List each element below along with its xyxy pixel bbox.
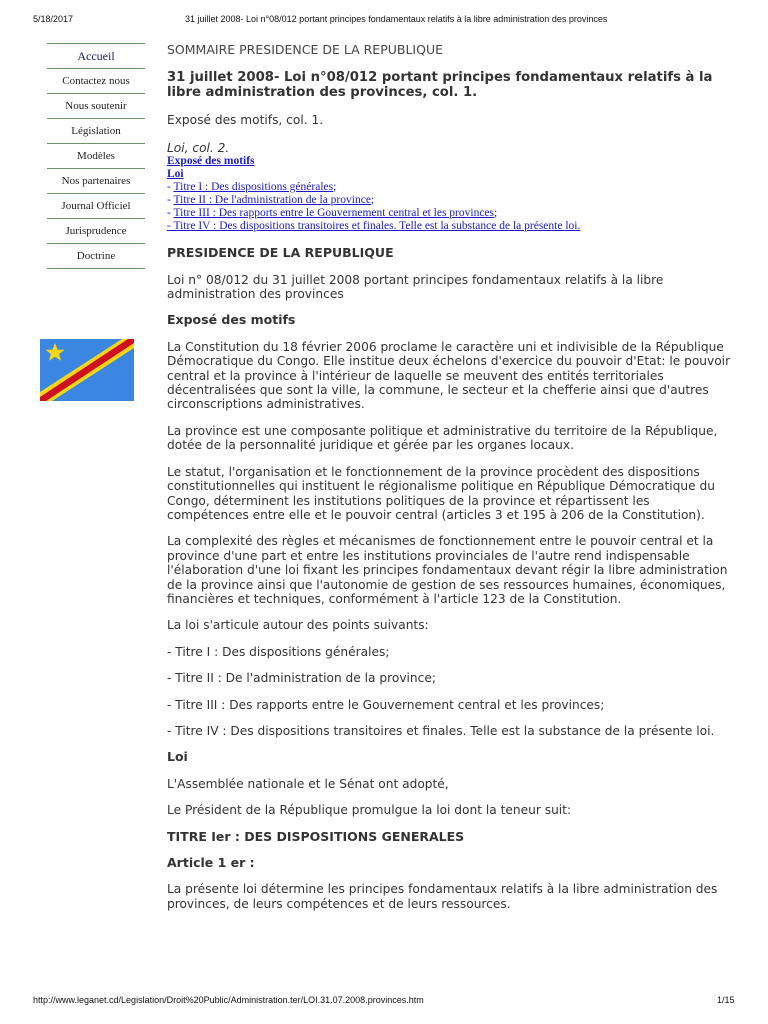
nav-item-contactez-nous[interactable]: Contactez nous [47,69,145,94]
loi-intro: Loi n° 08/012 du 31 juillet 2008 portant principes fondamentaux relatifs à la libre administration des provinces [167,272,664,302]
toc-link-loi[interactable]: Loi [167,168,184,181]
titre-1-heading: TITRE Ier : DES DISPOSITIONS GENERALES [167,828,465,844]
document-title: 31 juillet 2008- Loi n°08/012 portant principes fondamentaux relatifs à la libre administration des provinces, col. 1. [167,70,713,101]
loi-col-ref: Loi, col. 2. [167,140,230,155]
toc-link-titre-4[interactable]: - Titre IV : Des dispositions transitoires et finales. Telle est la substance de la présente loi. [167,220,581,233]
nav-item-jurisprudence[interactable]: Jurisprudence [47,219,145,244]
paragraph-4: La complexité des règles et mécanismes de fonctionnement entre le pouvoir central et la province d'une part et entre les institutions provinciales de l'autre rend indispensable l'élaboration d'une loi fixant les principes fondamentaux devant régir la libre administration de la province ainsi que l'autonomie de gestion de ses ressources humaines, économiques, financières et techniques, conformément à l'article 123 de la Constitution. [167,534,728,606]
toc-semicolon: ; [494,207,498,220]
toc-link-titre-2[interactable]: Titre II : De l'administration de la province [173,194,371,207]
toc-dash: - [167,194,174,207]
toc-link-titre-3[interactable]: Titre III : Des rapports entre le Gouvernement central et les provinces [173,207,495,220]
print-date: 5/18/2017 [33,14,74,24]
adopt-paragraph: L'Assemblée nationale et le Sénat ont adopté, [167,776,449,791]
promulgue-paragraph: Le Président de la République promulgue la loi dont la teneur suit: [167,803,572,818]
nav-item-nous-soutenir[interactable]: Nous soutenir [47,94,145,119]
list-item-titre-4: - Titre IV : Des dispositions transitoires et finales. Telle est la substance de la présente loi. [167,723,715,738]
toc-semicolon: ; [333,181,337,194]
toc-dash: - [167,181,174,194]
toc-link-expose[interactable]: Exposé des motifs [167,155,255,168]
toc-semicolon: ; [370,194,375,207]
list-item-titre-3: - Titre III : Des rapports entre le Gouvernement central et les provinces; [167,697,605,712]
loi-heading: Loi [167,749,188,765]
presidence-heading: PRESIDENCE DE LA REPUBLIQUE [167,245,394,261]
paragraph-1: La Constitution du 18 février 2006 proclame le caractère uni et indivisible de la République Démocratique du Congo. Elle institue deux échelons d'exercice du pouvoir d'Etat: le pouvoir central et la province à l'intérieur de laquelle se meuvent des entités territoriales décentralisées que sont la ville, la commune, le secteur et la chefferie ainsi que d'autres circonscriptions administratives. [167,339,731,412]
drc-flag-image [40,339,134,401]
nav-item-journal-officiel[interactable]: Journal Officiel [47,194,145,219]
nav-item-nos-partenaires[interactable]: Nos partenaires [47,169,145,194]
expose-col-ref: Exposé des motifs, col. 1. [167,113,324,128]
sommaire-heading: SOMMAIRE PRESIDENCE DE LA REPUBLIQUE [167,42,444,57]
nav-item-modeles[interactable]: Modèles [47,144,145,169]
print-title: 31 juillet 2008- Loi n°08/012 portant principes fondamentaux relatifs à la libre administration des provinces [185,14,608,24]
nav-item-legislation[interactable]: Législation [47,119,145,144]
print-page-number: 1/15 [717,995,735,1005]
document-content [167,43,735,911]
toc-link-titre-1[interactable]: Titre I : Des dispositions générales [173,181,334,194]
paragraph-5: La loi s'articule autour des points suivants: [167,618,429,633]
nav-item-doctrine[interactable]: Doctrine [47,244,145,269]
left-nav [47,43,145,269]
expose-heading: Exposé des motifs [167,312,296,328]
article-1-heading: Article 1 er : [167,855,255,870]
print-url: http://www.leganet.cd/Legislation/Droit%20Public/Administration.ter/LOI.31.07.2008.provinces.htm [33,995,424,1005]
paragraph-2: La province est une composante politique et administrative du territoire de la République, dotée de la personnalité juridique et gérée par les organes locaux. [167,423,718,453]
nav-item-accueil[interactable]: Accueil [47,44,145,69]
list-item-titre-2: - Titre II : De l'administration de la province; [167,671,436,686]
article-1-text: La présente loi détermine les principes fondamentaux relatifs à la libre administration des provinces, de leurs compétences et de leurs ressources. [167,882,718,911]
toc-dash: - [167,207,174,220]
list-item-titre-1: - Titre I : Des dispositions générales; [167,644,390,659]
paragraph-3: Le statut, l'organisation et le fonctionnement de la province procèdent des dispositions constitutionnelles qui instituent le régionalisme politique en République Démocratique du Congo, déterminent les institutions politiques de la province et répartissent les compétences entre elle et le pouvoir central (articles 3 et 195 à 206 de la Constitution). [167,464,715,522]
table-of-contents [167,155,735,233]
